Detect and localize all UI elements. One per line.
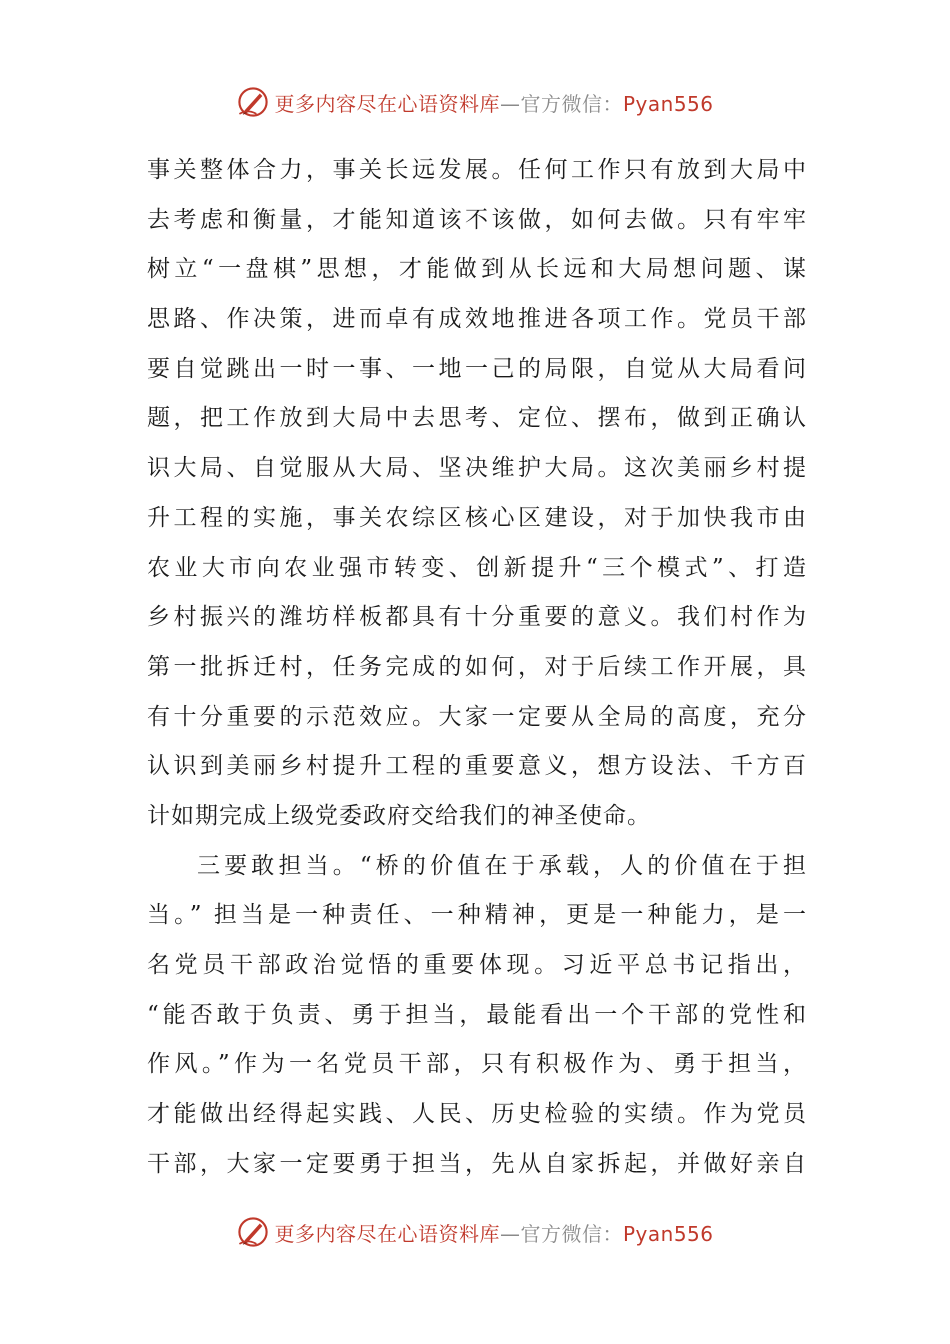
- text-line: 去考虑和衡量，才能知道该不该做，如何去做。只有牢牢: [147, 206, 807, 233]
- text-line: 思路、作决策，进而卓有成效地推进各项工作。党员干部: [147, 306, 807, 333]
- text-line: 树立“一盘棋”思想，才能做到从长远和大局想问题、谋: [147, 256, 807, 283]
- text-line: 第一批拆迁村，任务完成的如何，对于后续工作开展，具: [147, 653, 807, 680]
- text-line: 题，把工作放到大局中去思考、定位、摆布，做到正确认: [147, 405, 807, 432]
- banner-text: [274, 1218, 713, 1247]
- text-line: 有十分重要的示范效应。大家一定要从全局的高度，充分: [147, 703, 807, 730]
- text-line: 干部，大家一定要勇于担当，先从自家拆起，并做好亲自: [147, 1150, 807, 1177]
- text-line: 乡村振兴的潍坊样板都具有十分重要的意义。我们村作为: [147, 604, 807, 631]
- text-line: 当。” 担当是一种责任、一种精神，更是一种能力，是一: [147, 902, 807, 929]
- text-line: 识大局、自觉服从大局、坚决维护大局。这次美丽乡村提: [147, 455, 807, 482]
- text-line: 升工程的实施，事关农综区核心区建设，对于加快我市由: [147, 504, 807, 531]
- pen-logo-icon: [236, 1215, 270, 1249]
- text-line: 事关整体合力，事关长远发展。任何工作只有放到大局中: [147, 157, 807, 183]
- header-banner: [0, 82, 950, 122]
- text-line: 才能做出经得起实践、人民、历史检验的实绩。作为党员: [147, 1101, 807, 1128]
- text-line: 农业大市向农业强市转变、创新提升“三个模式”、打造: [147, 554, 807, 581]
- banner-wechat-id: Pyan556: [622, 1221, 714, 1246]
- footer-banner: [0, 1212, 950, 1252]
- banner-text: [274, 88, 713, 117]
- text-line: 作风。”作为一名党员干部，只有积极作为、勇于担当，: [147, 1051, 807, 1078]
- document-body: [147, 146, 807, 1189]
- banner-title: 更多内容尽在心语资料库: [274, 1221, 500, 1246]
- text-line: 名党员干部政治觉悟的重要体现。习近平总书记指出，: [147, 952, 807, 978]
- text-line: 计如期完成上级党委政府交给我们的神圣使命。: [147, 802, 651, 829]
- text-line: 认识到美丽乡村提升工程的重要意义，想方设法、千方百: [147, 753, 807, 780]
- banner-wechat-label: 官方微信：: [520, 1221, 623, 1246]
- pen-logo-icon: [236, 85, 270, 119]
- banner-wechat-label: 官方微信：: [520, 91, 623, 116]
- banner-wechat-id: Pyan556: [622, 91, 714, 116]
- paragraph-start-line: 三要敢担当。“桥的价值在于承载，人的价值在于担: [197, 852, 807, 879]
- banner-separator: —: [499, 1221, 521, 1246]
- banner-title: 更多内容尽在心语资料库: [274, 91, 500, 116]
- banner-separator: —: [499, 91, 521, 116]
- text-line: “能否敢于负责、勇于担当，最能看出一个干部的党性和: [147, 1001, 807, 1028]
- text-line: 要自觉跳出一时一事、一地一己的局限，自觉从大局看问: [147, 355, 807, 382]
